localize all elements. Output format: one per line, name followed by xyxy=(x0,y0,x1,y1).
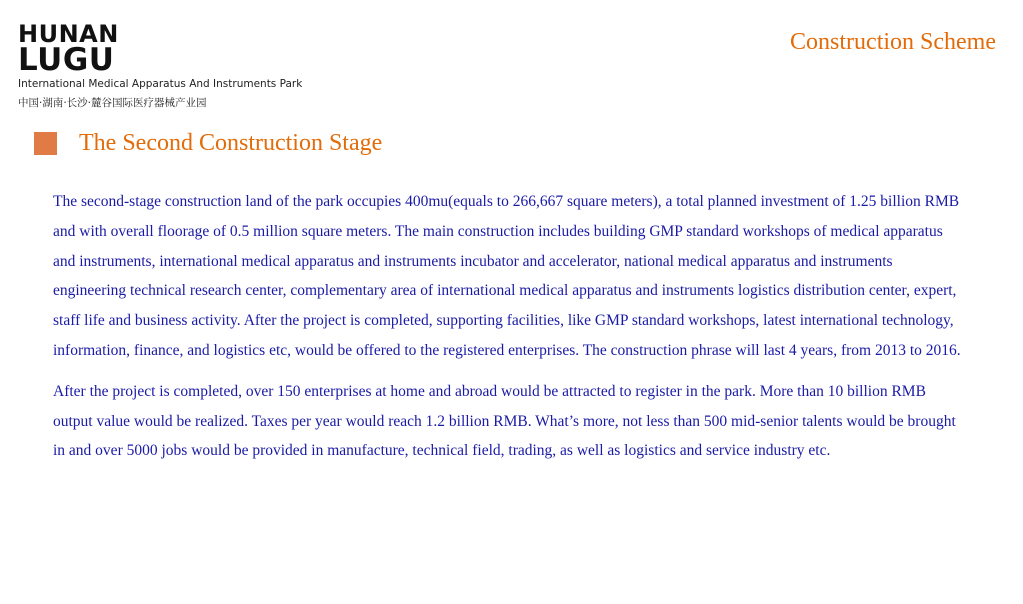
logo-wordmark-line1: HUNAN xyxy=(18,20,119,48)
logo-wordmark-line2: LUGU xyxy=(18,42,115,78)
park-logo xyxy=(18,22,318,110)
paragraph-2: After the project is completed, over 150 enterprises at home and abroad would be attracted to register in the park. More than 10 billion RMB output value would be realized. Taxes per year would reach 1.2 billion RMB. What’s more, not less than 500 mid-senior talents would be brought in and over 5000 jobs would be provided in manufacture, technical field, trading, as well as logistics and service industry etc. xyxy=(53,382,956,460)
paragraph-1: The second-stage construction land of the park occupies 400mu(equals to 266,667 square meters), a total planned investment of 1.25 billion RMB and with overall floorage of 0.5 million square meters. The main construction includes building GMP standard workshops of medical apparatus and instruments, international medical apparatus and instruments incubator and accelerator, national medical apparatus and instruments engineering technical research center, complementary area of international medical apparatus and instruments logistics distribution center, expert, staff life and business activity. After the project is completed, supporting facilities, like GMP standard workshops, latest international technology, information, finance, and logistics etc, would be offered to the registered enterprises. The construction phrase will last 4 years, from 2013 to 2016. xyxy=(53,193,961,359)
body-text xyxy=(53,187,965,477)
section-heading xyxy=(34,130,382,157)
page-title: Construction Scheme xyxy=(790,29,996,55)
square-bullet-icon xyxy=(34,132,57,155)
section-title: The Second Construction Stage xyxy=(79,130,383,156)
logo-english-name: International Medical Apparatus And Instruments Park xyxy=(18,78,303,90)
logo-chinese-name: 中国·湖南·长沙·麓谷国际医疗器械产业园 xyxy=(18,97,207,109)
